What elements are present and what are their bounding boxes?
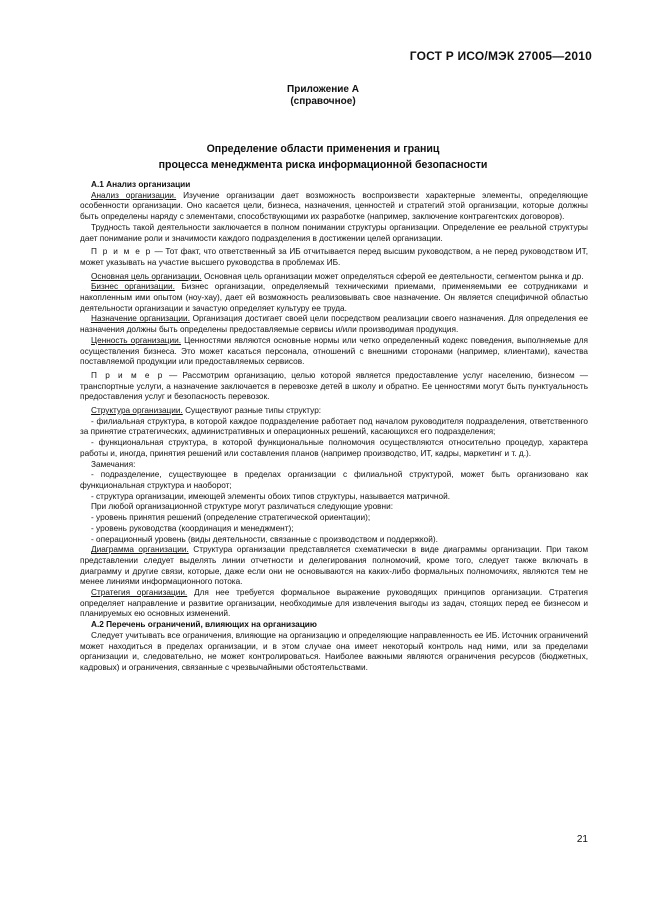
- term-structure: Структура организации.: [91, 406, 183, 416]
- term-analysis: Анализ организации.: [91, 190, 177, 200]
- annex-title: [0, 141, 646, 173]
- note-example-1: [80, 247, 588, 268]
- annex-type: (справочное): [290, 96, 356, 107]
- paragraph-text: Бизнес организации, определяемый техническими приемами, применяемыми ее сотрудниками и накопленным ими опытом (ноу-хау), дает ей возможность реализовывать свое назначение. Он является специфичной областью деятельности организации и зачастую определяет культуру ее труда.: [80, 282, 589, 313]
- paragraph-text: Структура организации представляется схематически в виде диаграммы организации. При таком представлении следует выделять линии отчетности и делегирования полномочий, кроме того, следует также включать в диаграмму и другие связи, которые, даже если они не основываются на каких-либо формальных полномочиях, являются тем не менее линиями информационного потока.: [80, 545, 588, 587]
- list-item-remark-2: - структура организации, имеющей элементы обоих типов структуры, называется матричной.: [91, 491, 450, 501]
- paragraph-text: Существуют разные типы структур:: [182, 406, 322, 416]
- paragraph-text: Организация достигает своей цели посредством реализации своего назначения. Для определения ее назначения должны быть определены предоставляемые сервисы и/или производимая продукция.: [80, 314, 588, 335]
- paragraph-values: [80, 336, 588, 368]
- annex-label: Приложение А: [287, 84, 359, 95]
- annex-title-line1: Определение области применения и границ: [206, 143, 440, 155]
- paragraph-purpose: [80, 314, 588, 335]
- paragraph-diagram: [80, 545, 588, 588]
- paragraph-main-goal: [80, 272, 588, 283]
- term-strategy: Стратегия организации.: [91, 588, 188, 598]
- term-diagram: Диаграмма организации.: [91, 545, 189, 555]
- paragraph-structure: [80, 406, 588, 417]
- section-heading-a2: А.2 Перечень ограничений, влияющих на организацию: [91, 620, 317, 630]
- paragraph-difficulty: Трудность такой деятельности заключается в полном понимании структуры организации. Определение ее реальной структуры дает понимание роли и значимости каждого подразделения в достижении целей организации.: [80, 222, 588, 243]
- paragraph-strategy: [80, 588, 588, 620]
- annex-heading: [0, 84, 646, 108]
- annex-title-line2: процесса менеджмента риска информационной безопасности: [158, 159, 488, 171]
- document-code: ГОСТ Р ИСО/МЭК 27005—2010: [409, 49, 592, 63]
- paragraph-levels: При любой организационной структуре могут различаться следующие уровни:: [91, 502, 394, 512]
- section-heading-a1: А.1 Анализ организации: [91, 180, 191, 189]
- list-item-branch-structure: - филиальная структура, в которой каждое подразделение работает под началом руководителя подразделения, ответственного за принятие стратегических, административных и операционных решений, касающихся его подразделения;: [80, 416, 588, 437]
- note-example-2: [80, 371, 588, 403]
- term-main-goal: Основная цель организации.: [91, 271, 202, 281]
- note-label: П р и м е р: [91, 370, 164, 380]
- term-purpose: Назначение организации.: [91, 314, 190, 324]
- term-business: Бизнес организации.: [91, 282, 175, 292]
- list-item-level-operational: - операционный уровень (виды деятельности, связанные с производством и поддержкой).: [91, 534, 438, 544]
- paragraph-analysis: [80, 191, 588, 223]
- list-item-level-management: - уровень руководства (координация и менеджмент);: [91, 523, 294, 533]
- paragraph-text: Основная цель организации может определяться сферой ее деятельности, сегментом рынка и др.: [201, 271, 584, 281]
- note-text: — Рассмотрим организацию, целью которой является предоставление услуг населению, бизнесом — транспортные услуги, а назначение заключается в перевозке детей в школу и обратно. Ее ценностями могут быть пунктуальность предоставления услуг и безопасность перевозок.: [80, 370, 588, 402]
- paragraph-text: Ценностями являются основные нормы или четко определенный кодекс поведения, выполняемые для осуществления бизнеса. Это может касаться персонала, отношений с внешними сторонами (например, клиентами), качества поставляемой продукции или предоставляемых сервисов.: [80, 335, 588, 367]
- list-item-remark-1: - подразделение, существующее в пределах организации с филиальной структурой, может быть организовано как функциональная структура и наоборот;: [80, 470, 588, 490]
- term-values: Ценность организации.: [91, 335, 182, 345]
- page-number: 21: [576, 834, 588, 845]
- list-item-level-decision: - уровень принятия решений (определение стратегической ориентации);: [91, 513, 371, 523]
- list-item-functional-structure: - функциональная структура, в которой функциональные полномочия осуществляются относительно процедур, характера работы и, иногда, принятия решений или составления планов (например производство, ИТ, кадры, маркетинг и т. д.).: [80, 438, 588, 458]
- remarks-label: Замечания:: [91, 459, 136, 469]
- paragraph-business: [80, 282, 588, 314]
- document-body: [80, 180, 588, 674]
- paragraph-text: Изучение организации дает возможность воспроизвести характерные элементы, определяющие особенности организации. Оно касается цели, бизнеса, назначения, ценностей и стратегий этой организации, которые должны быть определены наряду с элементами, способствующими их разработке (например, заключение контрагентских договоров).: [80, 190, 588, 222]
- paragraph-text: Для нее требуется формальное выражение руководящих принципов организации. Стратегия определяет направление и развитие организации, необходимые для извлечения выгоды из задач, стоящих перед ее бизнесом и планируемых ею основных изменений.: [80, 588, 588, 619]
- note-text: — Тот факт, что ответственный за ИБ отчитывается перед высшим руководством, а не перед руководством ИТ, может указывать на участие высшего руководства в проблемах ИБ.: [80, 247, 588, 267]
- paragraph-constraints: Следует учитывать все ограничения, влияющие на организацию и определяющие направленность ее ИБ. Источник ограничений может находиться в пределах организации, и в этом случае она имеет некоторый контроль над ними, или за пределами организации и, следовательно, не может контролироваться. Наиболее важными являются ограничения ресурсов (бюджетных, кадровых) и ограничения, связанные с чрезвычайными обстоятельствами.: [80, 630, 588, 672]
- note-label: П р и м е р: [91, 247, 152, 257]
